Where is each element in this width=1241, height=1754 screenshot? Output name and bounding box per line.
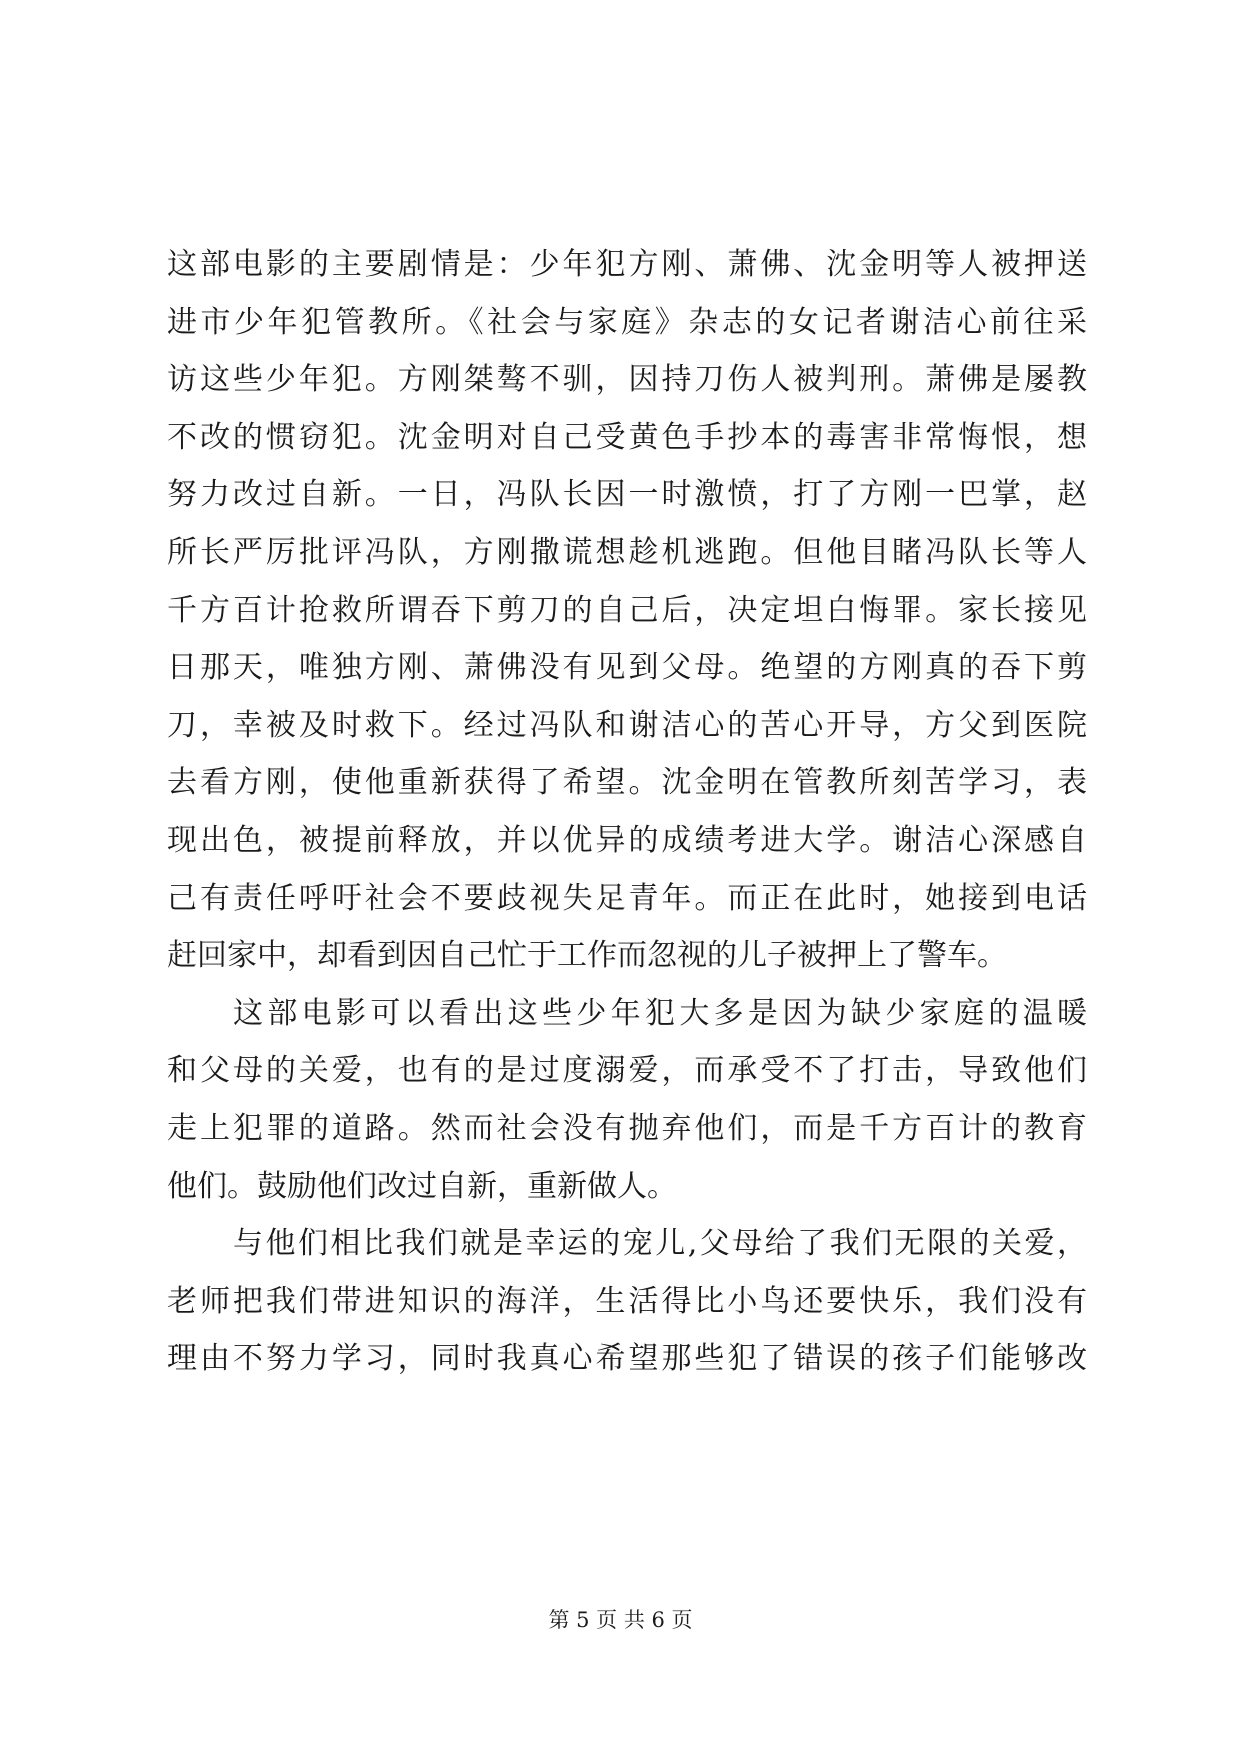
text-line: 走上犯罪的道路。然而社会没有抛弃他们，而是千方百计的教育: [167, 1110, 1087, 1146]
text-line: 己有责任呼吁社会不要歧视失足青年。而正在此时，她接到电话: [167, 880, 1087, 916]
text-line: 千方百计抢救所谓吞下剪刀的自己后，决定坦白悔罪。家长接见: [167, 592, 1087, 628]
text-line: 老师把我们带进知识的海洋，生活得比小鸟还要快乐，我们没有: [167, 1283, 1087, 1319]
page-number-footer: 第 5 页 共 6 页: [548, 1608, 693, 1632]
paragraph-start-line: 这部电影可以看出这些少年犯大多是因为缺少家庭的温暖: [233, 995, 1087, 1031]
text-line: 进市少年犯管教所。《社会与家庭》杂志的女记者谢洁心前往采: [167, 304, 1087, 340]
text-line: 现出色，被提前释放，并以优异的成绩考进大学。谢洁心深感自: [167, 822, 1087, 858]
text-line: 努力改过自新。一日，冯队长因一时激愤，打了方刚一巴掌，赵: [167, 477, 1087, 513]
text-line: 不改的惯窃犯。沈金明对自己受黄色手抄本的毒害非常悔恨，想: [167, 419, 1087, 455]
text-line: 理由不努力学习，同时我真心希望那些犯了错误的孩子们能够改: [167, 1341, 1087, 1377]
text-line: 日那天，唯独方刚、萧佛没有见到父母。绝望的方刚真的吞下剪: [167, 650, 1087, 686]
text-line: 访这些少年犯。方刚桀骜不驯，因持刀伤人被判刑。萧佛是屡教: [167, 362, 1087, 398]
text-line: 去看方刚，使他重新获得了希望。沈金明在管教所刻苦学习，表: [167, 765, 1087, 801]
text-line: 他们。鼓励他们改过自新，重新做人。: [167, 1168, 677, 1204]
text-line: 所长严厉批评冯队，方刚撒谎想趁机逃跑。但他目睹冯队长等人: [167, 534, 1087, 570]
text-line: 刀，幸被及时救下。经过冯队和谢洁心的苦心开导，方父到医院: [167, 707, 1087, 743]
body-text: [167, 236, 1087, 1388]
text-line: 这部电影的主要剧情是：少年犯方刚、萧佛、沈金明等人被押送: [167, 247, 1087, 282]
paragraph-start-line: 与他们相比我们就是幸运的宠儿,父母给了我们无限的关爱，: [233, 1226, 1087, 1262]
text-line: 赶回家中，却看到因自己忙于工作而忽视的儿子被押上了警车。: [167, 938, 1007, 974]
text-line: 和父母的关爱，也有的是过度溺爱，而承受不了打击，导致他们: [167, 1053, 1087, 1089]
